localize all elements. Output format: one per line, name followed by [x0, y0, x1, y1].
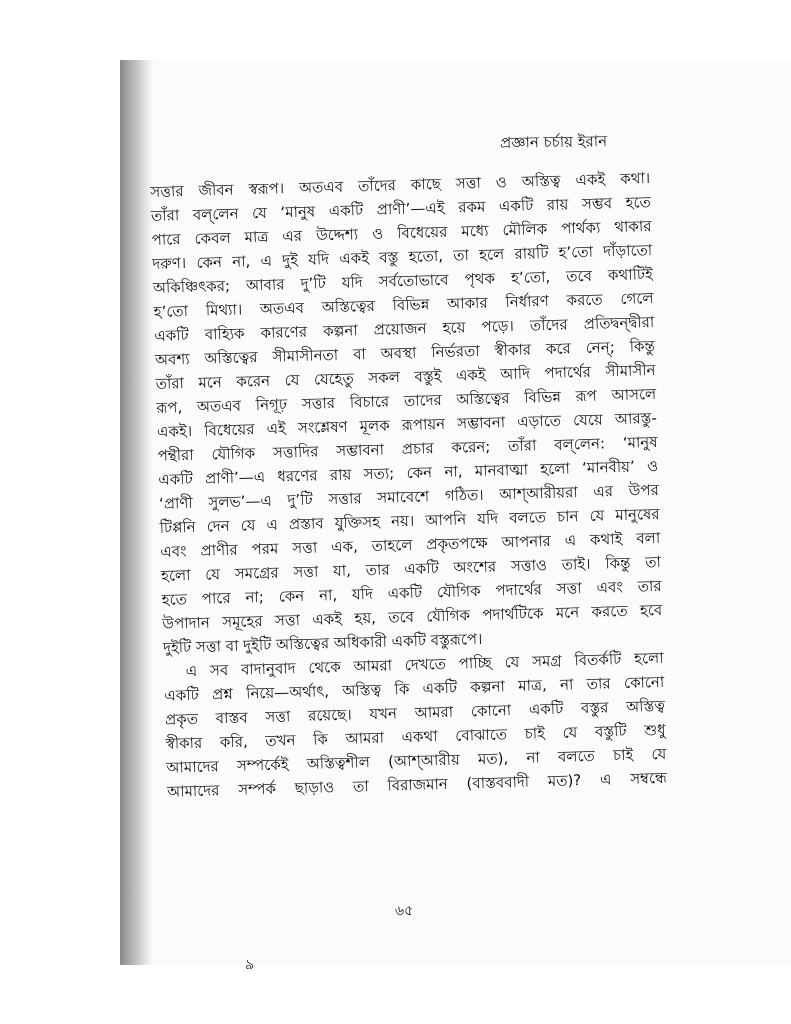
text-line: দরুণ। কেন না, এ দুই যদি একই বস্তু হতো, তা হলে রায়টি হ’তো দাঁড়াতো [152, 241, 653, 273]
text-line: পন্থীরা যৌগিক সত্তাদির সম্ভাবনা প্রচার করেন; তাঁরা বল্‌লেন: ‘মানুষ [157, 432, 658, 465]
text-line: আমাদের সম্পর্কেই অস্তিত্বশীল (আশ্‌আরীয় মত), না বলতে চাই যে [166, 744, 667, 777]
text-line: একই। বিধেয়ের এই সংশ্লেষণ মূলক রূপায়ন সম্ভাবনা এড়াতে যেয়ে আরস্তু- [156, 408, 658, 441]
text-line: হলো যে সমগ্রের সত্তা যা, তার একটি অংশের সত্তাও তাই। কিন্তু তা [160, 552, 662, 585]
text-line: উপাদান সমূহের সত্তা একই হয়, তবে যৌগিক পদার্থটিকে মনে করতে হবে [162, 600, 663, 633]
text-line: একটি প্রশ্ন নিয়ে—অর্থাৎ, অস্তিত্ব কি একটি কল্পনা মাত্র, না তার কোনো [164, 672, 665, 705]
running-header: প্রজ্ঞান চর্চায় ইরান [499, 132, 608, 152]
text-line: একটি বাহ্যিক কারণের কল্পনা প্রয়োজন হয়ে পড়ে। তাঁদের প্রতিদ্বন্দ্বীরা [154, 312, 655, 345]
signature-mark: ৯ [245, 957, 255, 973]
body-text [150, 166, 667, 804]
text-line: এ সব বাদানুবাদ থেকে আমরা দেখতে পাচ্ছি যে সমগ্র বিতর্কটি হলো [185, 648, 664, 681]
text-line: একটি প্রাণী’—এ ধরণের রায় সত্য; কেন না, মানবাত্মা হলো ‘মানবীয়’ ও [158, 456, 659, 489]
text-line: অকিঞ্চিৎকর; আবার দু’টি যদি সর্বতোভাবে পৃথক হ’তো, তবে কথাটিই [152, 265, 654, 297]
text-line: তাঁরা বল্‌লেন যে ‘মানুষ একটি প্রাণী’—এই রকম একটি রায় সম্ভব হতে [150, 193, 652, 225]
text-line: দুইটি সত্তা বা দুইটি অস্তিত্বের অধিকারী একটি বস্তুরূপে। [162, 629, 483, 657]
text-line: হ’তো মিথ্যা। অতএব অস্তিত্বের বিভিন্ন আকার নির্ধারণ করতে গেলে [153, 288, 654, 321]
text-line: ‘প্রাণী সুলভ’—এ দু’টি সত্তার সমাবেশে গঠিত। আশ্‌আরীয়রা এর উপর [158, 480, 660, 513]
page-number: ৬৫ [395, 903, 414, 919]
text-line: টিপ্পনি দেন যে এ প্রস্তাব যুক্তিসহ নয়। আপনি যদি বলতে চান যে মানুষের [159, 504, 660, 537]
text-line: পারে কেবল মাত্র এর উদ্দেশ্য ও বিধেয়ের মধ্যে মৌলিক পার্থক্য থাকার [151, 217, 652, 249]
text-line: প্রকৃত বাস্তব সত্তা রয়েছে। যখন আমরা কোনো একটি বস্তুর অস্তিত্ব [164, 696, 666, 729]
book-spine-shadow [120, 60, 154, 965]
text-line: রূপ, অতএব নিগূঢ় সত্তার বিচারে তাদের অস্তিত্বের বিভিন্ন রূপ আসলে [156, 384, 657, 417]
text-line: অবশ্য অস্তিত্বের সীমাসীনতা বা অবস্থা নির্ভরতা স্বীকার করে নেন্‌; কিন্তু [154, 336, 656, 369]
text-line: এবং প্রাণীর পরম সত্তা এক, তাহলে প্রকৃতপক্ষে আপনার এ কথাই বলা [160, 528, 661, 561]
text-line: সত্তার জীবন স্বরূপ। অতএব তাঁদের কাছে সত্তা ও অস্তিত্ব একই কথা। [150, 169, 651, 201]
text-line: তাঁরা মনে করেন যে যেহেতু সকল বস্তুই একই আদি পদার্থের সীমাসীন [155, 360, 656, 393]
text-line: স্বীকার করি, তখন কি আমরা একথা বোঝাতে চাই যে বস্তুটি শুধু [165, 720, 666, 753]
text-line: আমাদের সম্পর্ক ছাড়াও তা বিরাজমান (বাস্তববাদী মত)? এ সম্বন্ধে [166, 768, 668, 801]
text-line: হতে পারে না; কেন না, যদি একটি যৌগিক পদার্থের সত্তা এবং তার [161, 576, 662, 609]
book-page [120, 60, 791, 973]
